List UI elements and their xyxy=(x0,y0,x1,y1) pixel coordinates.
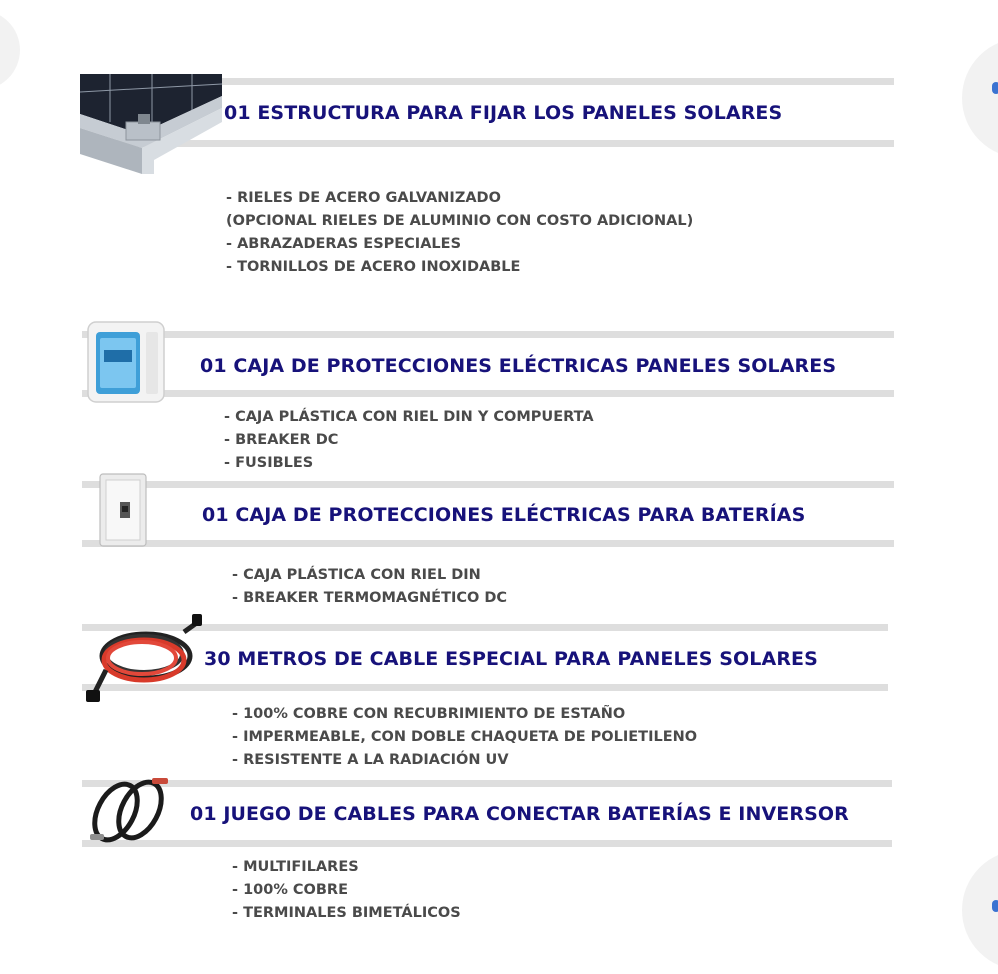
list-item: (OPCIONAL RIELES DE ALUMINIO CON COSTO ADICIONAL) xyxy=(226,213,694,229)
list-item: - ABRAZADERAS ESPECIALES xyxy=(226,236,462,252)
section-2-title: 01 CAJA DE PROTECCIONES ELÉCTRICAS PANELES SOLARES xyxy=(200,355,837,377)
list-item: - BREAKER TERMOMAGNÉTICO DC xyxy=(232,590,508,606)
section-5-title: 01 JUEGO DE CABLES PARA CONECTAR BATERÍAS E INVERSOR xyxy=(190,803,849,825)
section-1-list xyxy=(226,187,693,279)
section-1-title: 01 ESTRUCTURA PARA FIJAR LOS PANELES SOLARES xyxy=(224,102,783,124)
section-4-list xyxy=(232,703,697,772)
battery-cables-icon xyxy=(86,774,172,846)
din-breaker-icon xyxy=(98,472,148,548)
list-item: - 100% COBRE xyxy=(232,882,348,898)
list-item: - IMPERMEABLE, CON DOBLE CHAQUETA DE POLIETILENO xyxy=(232,729,698,745)
section-5-list xyxy=(232,856,461,925)
section-2-band-top xyxy=(82,331,894,338)
breaker-box-icon xyxy=(86,320,166,404)
corner-dot-bottom xyxy=(992,900,998,912)
list-item: - RESISTENTE A LA RADIACIÓN UV xyxy=(232,752,509,768)
list-item: - TORNILLOS DE ACERO INOXIDABLE xyxy=(226,259,521,275)
corner-decoration-left xyxy=(0,10,20,90)
section-4-band-bottom xyxy=(82,684,888,691)
list-item: - MULTIFILARES xyxy=(232,859,359,875)
section-4-title: 30 METROS DE CABLE ESPECIAL PARA PANELES SOLARES xyxy=(204,648,818,670)
solar-mount-rail-icon xyxy=(80,74,222,174)
list-item: - CAJA PLÁSTICA CON RIEL DIN Y COMPUERTA xyxy=(224,409,594,425)
section-4-band-top xyxy=(82,624,888,631)
corner-dot-top xyxy=(992,82,998,94)
list-item: - TERMINALES BIMETÁLICOS xyxy=(232,905,461,921)
list-item: - 100% COBRE CON RECUBRIMIENTO DE ESTAÑO xyxy=(232,706,626,722)
corner-decoration-right-top xyxy=(962,38,998,158)
list-item: - CAJA PLÁSTICA CON RIEL DIN xyxy=(232,567,481,583)
section-5-band-top xyxy=(82,780,892,787)
solar-cable-coil-icon xyxy=(84,612,202,704)
section-2-band-bottom xyxy=(82,390,894,397)
list-item: - BREAKER DC xyxy=(224,432,339,448)
section-5-band-bottom xyxy=(82,840,892,847)
list-item: - RIELES DE ACERO GALVANIZADO xyxy=(226,190,501,206)
list-item: - FUSIBLES xyxy=(224,455,314,471)
section-3-band-bottom xyxy=(82,540,894,547)
section-2-list xyxy=(224,406,594,475)
section-3-band-top xyxy=(82,481,894,488)
section-3-title: 01 CAJA DE PROTECCIONES ELÉCTRICAS PARA BATERÍAS xyxy=(202,504,806,526)
section-3-list xyxy=(232,564,507,610)
